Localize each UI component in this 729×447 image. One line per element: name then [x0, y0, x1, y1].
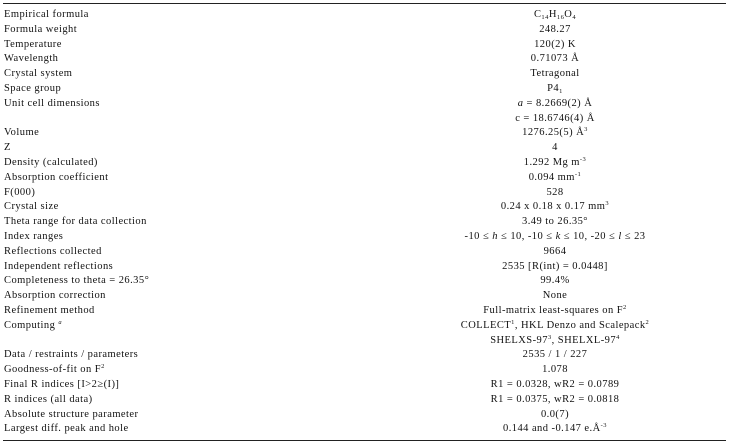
- row-value: 9664: [543, 245, 567, 257]
- row-value: Full-matrix least-squares on $F^2$: [483, 303, 627, 316]
- row-value: Tetragonal: [530, 68, 580, 80]
- row-label: Crystal system: [4, 68, 73, 80]
- row-value: 1276.25(5) $Å^3$: [522, 126, 588, 139]
- table-row: [3, 97, 726, 112]
- table-row: [3, 363, 726, 378]
- row-value: 0.71073 Å: [530, 53, 580, 65]
- crystal-data-table: [3, 3, 726, 441]
- row-label: Density (calculated): [4, 156, 98, 168]
- row-value: 0.24 x 0.18 x 0.17 $mm^3$: [500, 200, 610, 213]
- table-row: [3, 304, 726, 319]
- table-row: [3, 334, 726, 349]
- row-value: 4: [552, 142, 558, 154]
- row-label: Formula weight: [4, 23, 78, 35]
- table-row: [3, 23, 726, 38]
- row-value: 0.0(7): [540, 408, 570, 420]
- table-row: [3, 67, 726, 82]
- table-row: [3, 52, 726, 67]
- table-row: [3, 8, 726, 23]
- row-label: Absorption coefficient: [4, 171, 109, 183]
- row-label: [3, 112, 356, 127]
- row-label: Temperature: [4, 38, 62, 50]
- table-row: [3, 200, 726, 215]
- table-row: [3, 82, 726, 97]
- table-row: [3, 230, 726, 245]
- table-row: [3, 408, 726, 423]
- row-label: Independent reflections: [4, 260, 114, 272]
- row-value: 0.094 $mm^{-1}$: [528, 170, 582, 183]
- row-label: Computing $^a$: [4, 318, 63, 331]
- row-value: 99.4%: [540, 275, 570, 287]
- row-label: Index ranges: [4, 230, 64, 242]
- table-row: [3, 141, 726, 156]
- row-label: R indices (all data): [4, 393, 93, 405]
- row-label: [3, 334, 356, 349]
- row-value: R1 = 0.0328, wR2 = 0.0789: [490, 378, 620, 390]
- row-label: Data / restraints / parameters: [4, 349, 139, 361]
- table-row: [3, 156, 726, 171]
- row-value: $P4_1$: [547, 82, 563, 95]
- row-label: Wavelength: [4, 53, 59, 65]
- row-value: a = 8.2669(2) Å: [517, 97, 593, 109]
- row-label: Unit cell dimensions: [4, 97, 100, 109]
- row-value: 2535 / 1 / 227: [522, 349, 588, 361]
- table-row: [3, 260, 726, 275]
- table-row: [3, 348, 726, 363]
- row-value: $C_{14}H_{16}O_4$: [533, 9, 577, 21]
- row-label: Volume: [4, 127, 40, 139]
- row-value: 248.27: [539, 23, 571, 35]
- row-value: 528: [546, 186, 564, 198]
- table-row: [3, 215, 726, 230]
- table-row: [3, 289, 726, 304]
- row-value: R1 = 0.0375, wR2 = 0.0818: [490, 393, 620, 405]
- table-row: [3, 112, 726, 127]
- table-row: [3, 274, 726, 289]
- row-value: 1.292 Mg $m^{-3}$: [523, 155, 587, 168]
- row-value: 1.078: [542, 364, 568, 376]
- row-value: 0.144 and -0.147 $e.Å^{-3}$: [503, 422, 607, 435]
- row-label: Z: [4, 142, 11, 154]
- table-row: [3, 319, 726, 334]
- row-value: 120(2) K: [534, 38, 576, 50]
- row-value: 2535 [R(int) = 0.0448]: [502, 260, 608, 272]
- row-label: Empirical formula: [4, 9, 89, 20]
- row-label: Refinement method: [4, 304, 95, 316]
- row-value: SHELXS-$97^3$, SHELXL-$97^4$: [490, 333, 620, 346]
- row-value: None: [542, 290, 568, 302]
- row-label: Crystal size: [4, 201, 59, 213]
- row-value: c = 18.6746(4) Å: [515, 112, 595, 124]
- table-row: [3, 393, 726, 408]
- table-row: [3, 171, 726, 186]
- table-row: [3, 38, 726, 53]
- table-row: [3, 378, 726, 393]
- row-value: -10 ≤ h ≤ 10, -10 ≤ k ≤ 10, -20 ≤ l ≤ 23: [464, 230, 646, 242]
- row-label: Absorption correction: [4, 290, 106, 302]
- row-label: Absolute structure parameter: [4, 408, 139, 420]
- table-row: [3, 186, 726, 201]
- row-label: Reflections collected: [4, 245, 102, 257]
- table-row: [3, 126, 726, 141]
- table-row: [3, 422, 726, 437]
- table-row: [3, 245, 726, 260]
- row-label: Largest diff. peak and hole: [4, 423, 129, 435]
- row-label: Completeness to theta = 26.35°: [4, 275, 150, 287]
- row-label: Goodness-of-fit on $F^2$: [4, 363, 105, 376]
- row-value: COLLECT$^1$, HKL Denzo and Scalepack$^2$: [460, 318, 650, 331]
- row-label: F(000): [4, 186, 36, 198]
- row-label: Theta range for data collection: [4, 216, 147, 228]
- row-value: 3.49 to 26.35°: [522, 216, 588, 228]
- row-label: Space group: [4, 82, 62, 94]
- row-label: Final R indices [I>2≥(I)]: [4, 378, 120, 390]
